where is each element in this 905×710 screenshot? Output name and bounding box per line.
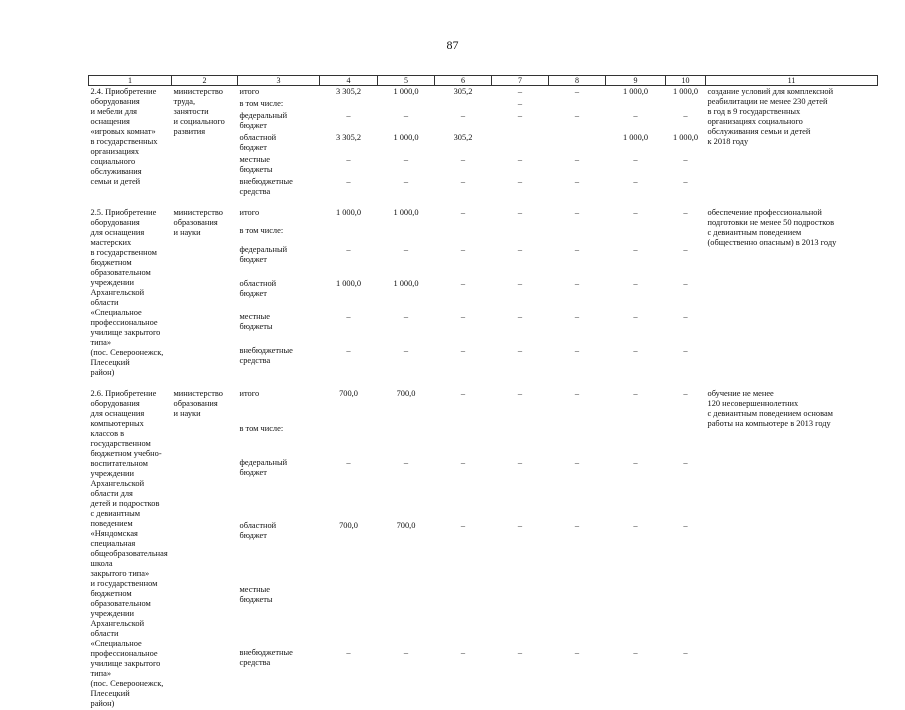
amount-cell: – bbox=[517, 389, 523, 398]
funding-source-cell: федеральный бюджет bbox=[239, 111, 288, 130]
executor-cell: министерство образования и науки bbox=[173, 389, 223, 418]
amount-cell: – bbox=[460, 521, 466, 531]
amount-cell: – bbox=[633, 458, 638, 467]
amount-cell: 3 305,2 bbox=[335, 87, 362, 96]
amount-cell: – bbox=[403, 177, 409, 186]
amount-cell bbox=[435, 423, 492, 458]
amount-cell: – bbox=[403, 244, 409, 254]
amount-cell: – bbox=[683, 521, 688, 531]
amount-cell: – bbox=[574, 278, 580, 288]
amount-cell: 1 000,0 bbox=[393, 87, 419, 96]
amount-cell: – bbox=[683, 312, 688, 322]
amount-cell: – bbox=[460, 155, 466, 164]
amount-cell: 1 000,0 bbox=[393, 133, 419, 142]
amount-cell: – bbox=[403, 458, 409, 467]
amount-cell: – bbox=[346, 312, 351, 322]
executor-cell: министерство труда, занятости и социального развития bbox=[173, 87, 225, 136]
amount-cell bbox=[320, 584, 378, 647]
column-header: 8 bbox=[549, 76, 606, 86]
activity-cell: 2.6. Приобретение оборудования для оснащения компьютерных классов в государственном бюджетном учебно- воспитательном учреждении Архангельской области для детей и подростков с девиантным поведением «Няндомская специальная общеобразовательная школа закрытого типа» и государственном бюджетном образовательном учреждении Архангельской области «Специальное профессиональное училище закрытого типа» (пос. Североонежск, Плесецкий район) bbox=[90, 389, 168, 708]
program-activities-table bbox=[88, 75, 878, 710]
amount-cell: – bbox=[574, 244, 580, 254]
table-row bbox=[89, 207, 878, 225]
funding-source-cell: внебюджетные средства bbox=[239, 346, 293, 366]
amount-cell: – bbox=[574, 521, 580, 531]
amount-cell: – bbox=[460, 346, 466, 356]
amount-cell: – bbox=[460, 278, 466, 288]
amount-cell: – bbox=[460, 244, 466, 254]
amount-cell: – bbox=[403, 647, 409, 657]
amount-cell: – bbox=[633, 177, 638, 186]
amount-cell: – bbox=[403, 155, 409, 164]
amount-cell: – bbox=[633, 521, 638, 531]
amount-cell: – bbox=[683, 458, 688, 467]
amount-cell bbox=[549, 584, 606, 647]
funding-source-cell: в том числе: bbox=[239, 226, 284, 236]
column-header: 6 bbox=[435, 76, 492, 86]
amount-cell bbox=[378, 98, 435, 110]
amount-cell bbox=[378, 225, 435, 243]
funding-source-cell: итого bbox=[239, 208, 260, 217]
amount-cell: – bbox=[633, 346, 638, 356]
amount-cell bbox=[606, 423, 666, 458]
amount-cell: – bbox=[346, 346, 351, 356]
column-header: 3 bbox=[238, 76, 320, 86]
funding-source-cell: областной бюджет bbox=[239, 521, 277, 541]
amount-cell: – bbox=[683, 177, 688, 186]
amount-cell bbox=[606, 584, 666, 647]
amount-cell: – bbox=[460, 458, 466, 467]
amount-cell: 3 305,2 bbox=[335, 133, 362, 142]
amount-cell: 1 000,0 bbox=[393, 278, 419, 288]
amount-cell bbox=[435, 98, 492, 110]
amount-cell: – bbox=[346, 111, 351, 120]
amount-cell: – bbox=[403, 312, 409, 322]
block-spacer bbox=[89, 379, 878, 388]
amount-cell: – bbox=[517, 647, 523, 657]
amount-cell: – bbox=[574, 346, 580, 356]
column-header: 10 bbox=[666, 76, 706, 86]
funding-source-cell: итого bbox=[239, 389, 260, 398]
funding-source-cell: внебюджетные средства bbox=[239, 177, 293, 196]
amount-cell: 1 000,0 bbox=[672, 133, 699, 142]
activity-cell: 2.4. Приобретение оборудования и мебели для оснащения «игровых комнат» в государственных организациях социального обслуживания семьи и детей bbox=[90, 87, 158, 186]
amount-cell: – bbox=[633, 278, 638, 288]
amount-cell: 305,2 bbox=[453, 133, 473, 142]
amount-cell bbox=[549, 225, 606, 243]
amount-cell: – bbox=[574, 208, 580, 217]
funding-source-cell: федеральный бюджет bbox=[239, 244, 288, 264]
funding-source-cell: в том числе: bbox=[239, 423, 284, 433]
amount-cell: – bbox=[683, 208, 688, 217]
amount-cell: 1 000,0 bbox=[672, 87, 699, 96]
amount-cell: – bbox=[460, 389, 466, 398]
table-row bbox=[89, 388, 878, 423]
amount-cell: – bbox=[633, 389, 638, 398]
amount-cell: – bbox=[403, 111, 409, 120]
block-spacer bbox=[89, 198, 878, 207]
amount-cell: 1 000,0 bbox=[335, 208, 362, 217]
funding-source-cell: в том числе: bbox=[239, 99, 284, 108]
amount-cell: – bbox=[460, 647, 466, 657]
amount-cell: – bbox=[517, 312, 523, 322]
amount-cell: 700,0 bbox=[396, 521, 416, 531]
funding-source-cell: областной бюджет bbox=[239, 278, 277, 298]
amount-cell: – bbox=[683, 278, 688, 288]
amount-cell: 1 000,0 bbox=[335, 278, 362, 288]
amount-cell: – bbox=[346, 155, 351, 164]
amount-cell: 700,0 bbox=[339, 389, 358, 398]
funding-source-cell: местные бюджеты bbox=[239, 584, 273, 604]
amount-cell bbox=[549, 423, 606, 458]
amount-cell: – bbox=[517, 111, 523, 120]
amount-cell bbox=[666, 584, 706, 647]
column-header: 1 bbox=[89, 76, 172, 86]
executor-cell: министерство образования и науки bbox=[173, 208, 223, 237]
amount-cell: – bbox=[574, 458, 580, 467]
amount-cell: – bbox=[517, 458, 523, 467]
table-row bbox=[89, 86, 878, 99]
amount-cell: – bbox=[633, 244, 638, 254]
funding-source-cell: федеральный бюджет bbox=[239, 458, 288, 477]
amount-cell: – bbox=[346, 647, 351, 657]
amount-cell: – bbox=[683, 389, 688, 398]
amount-cell bbox=[492, 132, 549, 154]
amount-cell: – bbox=[633, 111, 638, 120]
activity-cell: 2.5. Приобретение оборудования для оснащения мастерских в государственном бюджетном образовательном учреждении Архангельской области «Специальное профессиональное училище закрытого типа» (пос. Североонежск, Плесецкий район) bbox=[90, 208, 164, 377]
amount-cell bbox=[666, 98, 706, 110]
amount-cell: – bbox=[517, 244, 523, 254]
amount-cell bbox=[378, 584, 435, 647]
amount-cell: – bbox=[633, 208, 638, 217]
amount-cell: – bbox=[517, 346, 523, 356]
funding-source-cell: местные бюджеты bbox=[239, 312, 273, 332]
amount-cell: – bbox=[346, 177, 351, 186]
column-header: 9 bbox=[606, 76, 666, 86]
amount-cell: 1 000,0 bbox=[622, 87, 649, 96]
table-header bbox=[89, 76, 878, 86]
amount-cell: – bbox=[633, 312, 638, 322]
amount-cell: – bbox=[517, 177, 523, 186]
amount-cell bbox=[606, 98, 666, 110]
amount-cell: – bbox=[517, 87, 523, 96]
amount-cell: – bbox=[460, 111, 466, 120]
amount-cell bbox=[549, 132, 606, 154]
funding-source-cell: внебюджетные средства bbox=[239, 647, 293, 667]
page-number: 87 bbox=[446, 38, 459, 52]
amount-cell: 700,0 bbox=[396, 389, 416, 398]
column-header: 11 bbox=[706, 76, 878, 86]
funding-source-cell: местные бюджеты bbox=[239, 155, 273, 174]
amount-cell: – bbox=[683, 647, 688, 657]
amount-cell: – bbox=[683, 346, 688, 356]
amount-cell: 1 000,0 bbox=[393, 208, 419, 217]
funding-source-cell: итого bbox=[239, 87, 260, 96]
amount-cell: – bbox=[574, 155, 580, 164]
amount-cell bbox=[666, 225, 706, 243]
amount-cell bbox=[378, 423, 435, 458]
amount-cell: – bbox=[517, 155, 523, 164]
amount-cell: – bbox=[517, 208, 523, 217]
amount-cell bbox=[606, 225, 666, 243]
column-header: 4 bbox=[320, 76, 378, 86]
amount-cell: – bbox=[517, 278, 523, 288]
amount-cell: – bbox=[574, 87, 580, 96]
amount-cell bbox=[435, 584, 492, 647]
expected-result-cell: обучение не менее 120 несовершеннолетних с девиантным поведением основам работы на компьютере в 2013 году bbox=[707, 389, 833, 428]
amount-cell: – bbox=[460, 177, 466, 186]
amount-cell bbox=[435, 225, 492, 243]
amount-cell bbox=[492, 225, 549, 243]
amount-cell: – bbox=[683, 155, 688, 164]
amount-cell: – bbox=[633, 155, 638, 164]
amount-cell: – bbox=[574, 177, 580, 186]
amount-cell: – bbox=[574, 312, 580, 322]
amount-cell: – bbox=[574, 647, 580, 657]
amount-cell bbox=[492, 423, 549, 458]
amount-cell: 700,0 bbox=[339, 521, 358, 531]
amount-cell: 305,2 bbox=[453, 87, 473, 96]
amount-cell: – bbox=[683, 244, 688, 254]
amount-cell: 1 000,0 bbox=[622, 133, 649, 142]
amount-cell: – bbox=[633, 647, 638, 657]
amount-cell bbox=[666, 423, 706, 458]
column-header: 5 bbox=[378, 76, 435, 86]
amount-cell: – bbox=[683, 111, 688, 120]
amount-cell: – bbox=[346, 458, 351, 467]
column-header: 7 bbox=[492, 76, 549, 86]
amount-cell bbox=[492, 584, 549, 647]
amount-cell: – bbox=[403, 346, 409, 356]
amount-cell: – bbox=[517, 99, 523, 108]
amount-cell: – bbox=[574, 389, 580, 398]
funding-source-cell: областной бюджет bbox=[239, 133, 277, 152]
amount-cell: – bbox=[517, 521, 523, 531]
column-header: 2 bbox=[172, 76, 238, 86]
amount-cell: – bbox=[346, 244, 351, 254]
expected-result-cell: обеспечение профессиональной подготовки не менее 50 подростков с девиантным поведением (общественно опасным) в 2013 году bbox=[707, 208, 837, 247]
amount-cell: – bbox=[574, 111, 580, 120]
amount-cell: – bbox=[460, 312, 466, 322]
amount-cell bbox=[549, 98, 606, 110]
amount-cell bbox=[320, 423, 378, 458]
amount-cell: – bbox=[460, 208, 466, 217]
amount-cell bbox=[320, 225, 378, 243]
expected-result-cell: создание условий для комплексной реабилитации не менее 230 детей в год в 9 государственных организациях социального обслуживания семьи и детей к 2018 году bbox=[707, 87, 834, 146]
amount-cell bbox=[320, 98, 378, 110]
